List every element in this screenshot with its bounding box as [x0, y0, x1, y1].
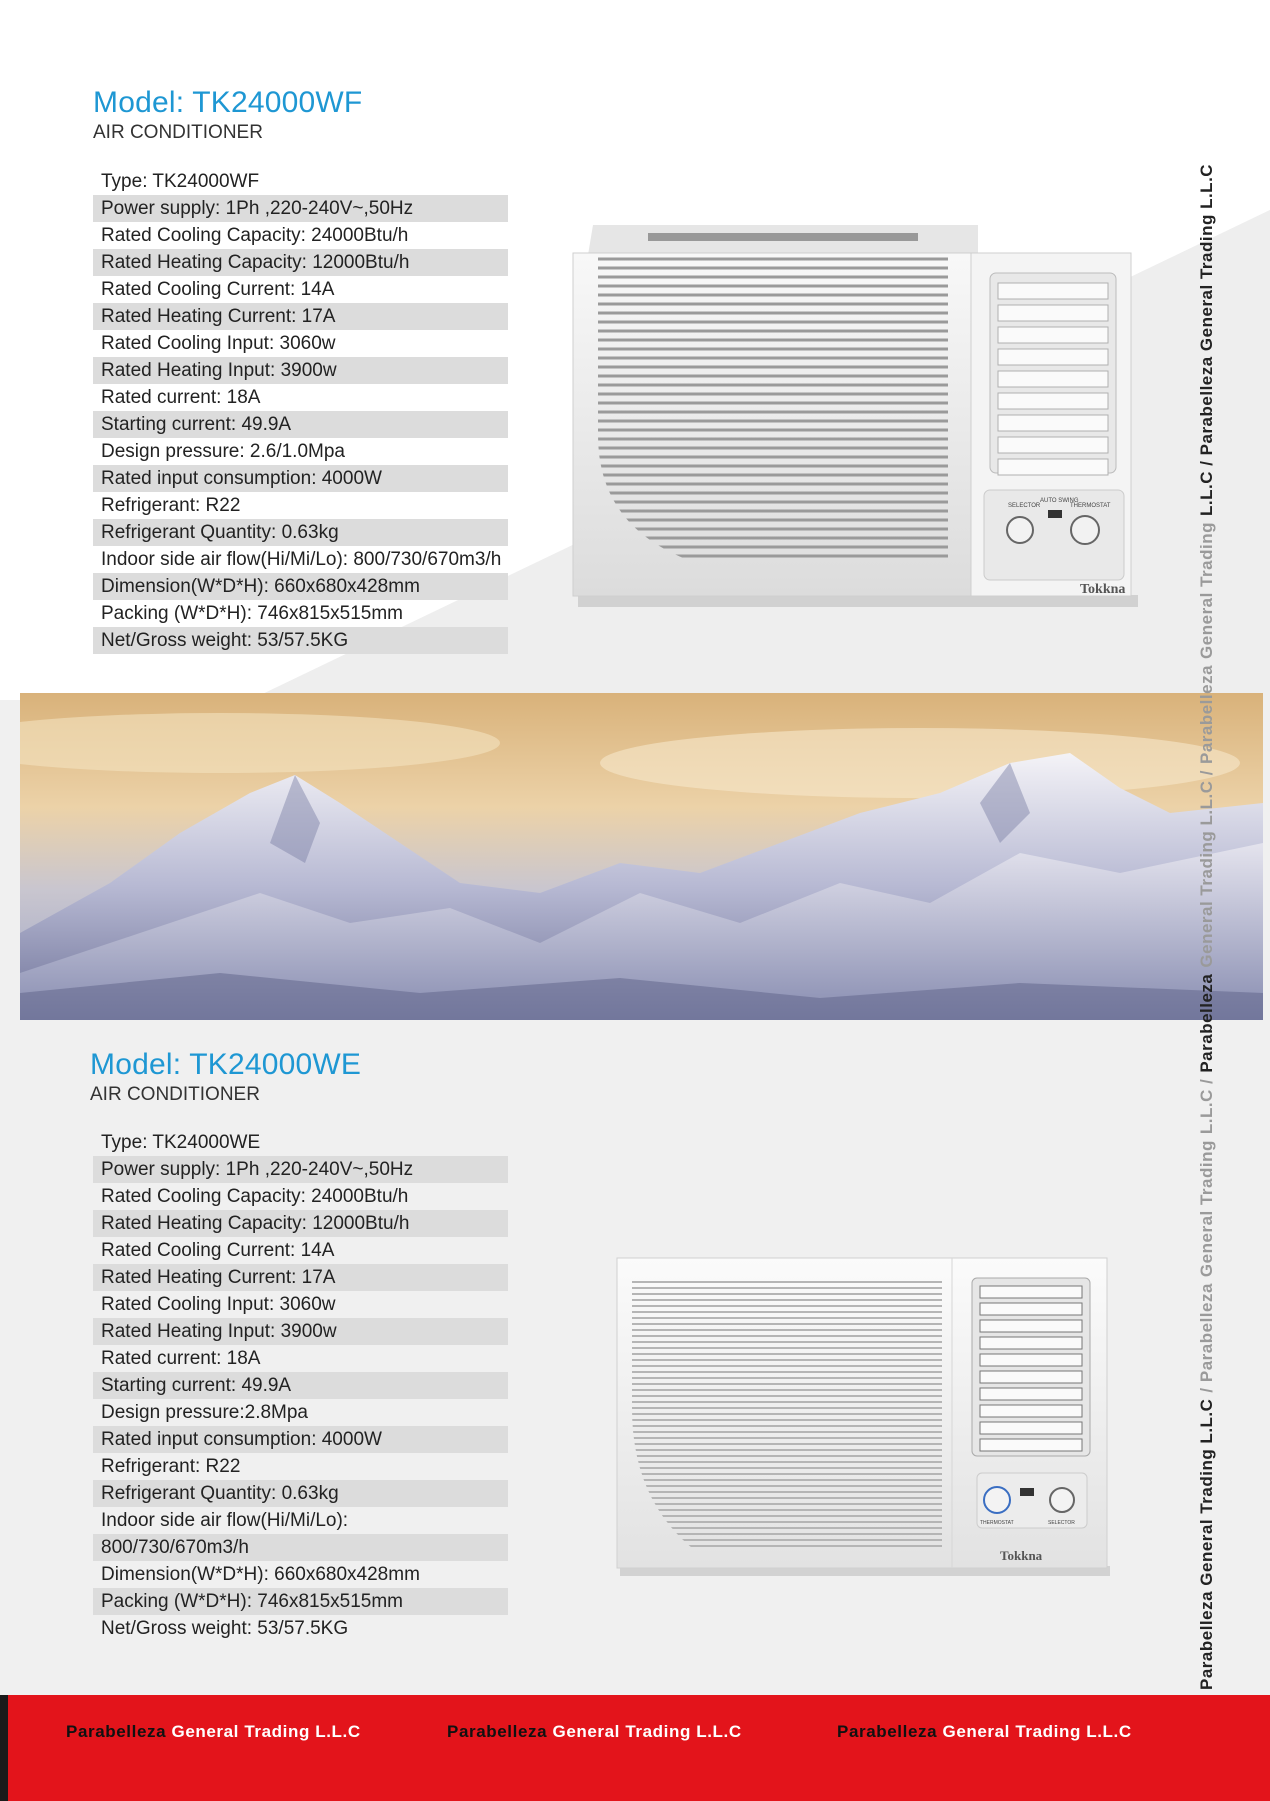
- panel-thermostat-label: THERMOSTAT: [980, 1520, 1014, 1526]
- vertical-text-segment: General Trading: [1197, 522, 1216, 659]
- thermostat-knob: [984, 1487, 1010, 1513]
- thermostat-knob: [1071, 516, 1099, 544]
- vertical-text-segment: Parabelleza: [1197, 664, 1216, 765]
- spec-row: Rated current: 18A: [101, 387, 261, 408]
- spec-row: Rated Cooling Current: 14A: [101, 1240, 335, 1261]
- footer-company-name: Parabelleza: [837, 1722, 938, 1741]
- vertical-company-text: [1197, 50, 1227, 1690]
- spec-row: Rated Heating Input: 3900w: [93, 357, 508, 384]
- spec-row: Indoor side air flow(Hi/Mi/Lo):: [101, 1510, 349, 1531]
- spec-row: Refrigerant Quantity: 0.63kg: [93, 519, 508, 546]
- spec-row: Power supply: 1Ph ,220-240V~,50Hz: [93, 195, 508, 222]
- spec-row: Rated Heating Capacity: 12000Btu/h: [93, 1210, 508, 1237]
- model-title: Model: TK24000WE: [90, 1048, 362, 1081]
- spec-row: Rated input consumption: 4000W: [93, 1426, 508, 1453]
- footer-company: [66, 1722, 361, 1742]
- panel-selector-label: SELECTOR: [1048, 1520, 1075, 1526]
- brand-logo: Tokkna: [1080, 582, 1126, 597]
- spec-row: Rated Heating Current: 17A: [93, 1264, 508, 1291]
- spec-row: Rated Heating Capacity: 12000Btu/h: [93, 249, 508, 276]
- vertical-text-segment: Parabelleza: [1197, 973, 1216, 1073]
- panel-auto-label: AUTO SWING: [1040, 498, 1079, 504]
- spec-row: Design pressure:2.8Mpa: [101, 1402, 308, 1423]
- model-subtitle: AIR CONDITIONER: [93, 122, 263, 143]
- swing-switch: [1048, 510, 1062, 518]
- footer-company-name: Parabelleza: [447, 1722, 548, 1741]
- spec-row: Rated Cooling Input: 3060w: [101, 1294, 336, 1315]
- spec-row: Power supply: 1Ph ,220-240V~,50Hz: [93, 1156, 508, 1183]
- selector-knob: [1007, 517, 1033, 543]
- footer-company: [837, 1722, 1132, 1742]
- spec-list: [93, 168, 508, 654]
- spec-row: Rated Cooling Input: 3060w: [101, 333, 336, 354]
- spec-row: Starting current: 49.9A: [93, 1372, 508, 1399]
- air-conditioner-wf-image: [568, 225, 1140, 610]
- spec-row: Rated Heating Current: 17A: [93, 303, 508, 330]
- spec-row: Packing (W*D*H): 746x815x515mm: [93, 1588, 508, 1615]
- panel-thermostat-label: THERMOSTAT: [1070, 503, 1111, 509]
- brand-logo: Tokkna: [1000, 1548, 1043, 1563]
- footer-bar: [0, 1695, 1270, 1801]
- spec-row: Net/Gross weight: 53/57.5KG: [93, 627, 508, 654]
- vertical-text-segment: General Trading: [1197, 1140, 1216, 1278]
- spec-row: Refrigerant: R22: [101, 495, 241, 516]
- vertical-text-segment: L.L.C / Parabelleza General Trading L.L.C: [1197, 163, 1216, 517]
- spec-row: Rated Cooling Current: 14A: [101, 279, 335, 300]
- spec-row: Rated Cooling Capacity: 24000Btu/h: [101, 1186, 409, 1207]
- spec-row: Rated current: 18A: [101, 1348, 261, 1369]
- spec-row: Dimension(W*D*H): 660x680x428mm: [93, 573, 508, 600]
- mountain-banner-image: [20, 693, 1263, 1020]
- spec-row: Type: TK24000WE: [101, 1132, 261, 1153]
- footer-company: [447, 1722, 742, 1742]
- spec-row: Refrigerant: R22: [101, 1456, 241, 1477]
- spec-row: Net/Gross weight: 53/57.5KG: [101, 1618, 349, 1639]
- footer-left-strip: [0, 1695, 8, 1801]
- footer-company-rest: General Trading L.L.C: [942, 1722, 1132, 1741]
- footer-company-rest: General Trading L.L.C: [171, 1722, 361, 1741]
- spec-row: 800/730/670m3/h: [93, 1534, 508, 1561]
- spec-row: Rated Cooling Capacity: 24000Btu/h: [101, 225, 409, 246]
- panel-selector-label: SELECTOR: [1008, 503, 1041, 509]
- spec-row: Design pressure: 2.6/1.0Mpa: [101, 441, 345, 462]
- spec-row: Starting current: 49.9A: [93, 411, 508, 438]
- spec-row: Type: TK24000WF: [101, 171, 260, 192]
- vertical-text-segment: Parabelleza General Trading L.L.C: [1197, 1398, 1216, 1690]
- spec-row: Rated Heating Input: 3900w: [93, 1318, 508, 1345]
- model-subtitle: AIR CONDITIONER: [90, 1084, 260, 1105]
- air-conditioner-we-image: [612, 1248, 1112, 1583]
- footer-company-name: Parabelleza: [66, 1722, 167, 1741]
- footer-company-rest: General Trading L.L.C: [552, 1722, 742, 1741]
- vertical-text-segment: / Parabelleza: [1197, 1283, 1216, 1393]
- vertical-text-segment: L.L.C /: [1197, 1078, 1216, 1135]
- model-title: Model: TK24000WF: [93, 86, 363, 119]
- spec-row: Dimension(W*D*H): 660x680x428mm: [101, 1564, 420, 1585]
- spec-list: [93, 1129, 508, 1642]
- vertical-text-segment: General Trading L.L.C /: [1197, 770, 1216, 968]
- spec-row: Indoor side air flow(Hi/Mi/Lo): 800/730/670m3/h: [101, 549, 502, 570]
- spec-row: Packing (W*D*H): 746x815x515mm: [101, 603, 404, 624]
- selector-knob: [1050, 1488, 1074, 1512]
- swing-switch: [1020, 1488, 1034, 1496]
- spec-row: Rated input consumption: 4000W: [93, 465, 508, 492]
- spec-row: Refrigerant Quantity: 0.63kg: [93, 1480, 508, 1507]
